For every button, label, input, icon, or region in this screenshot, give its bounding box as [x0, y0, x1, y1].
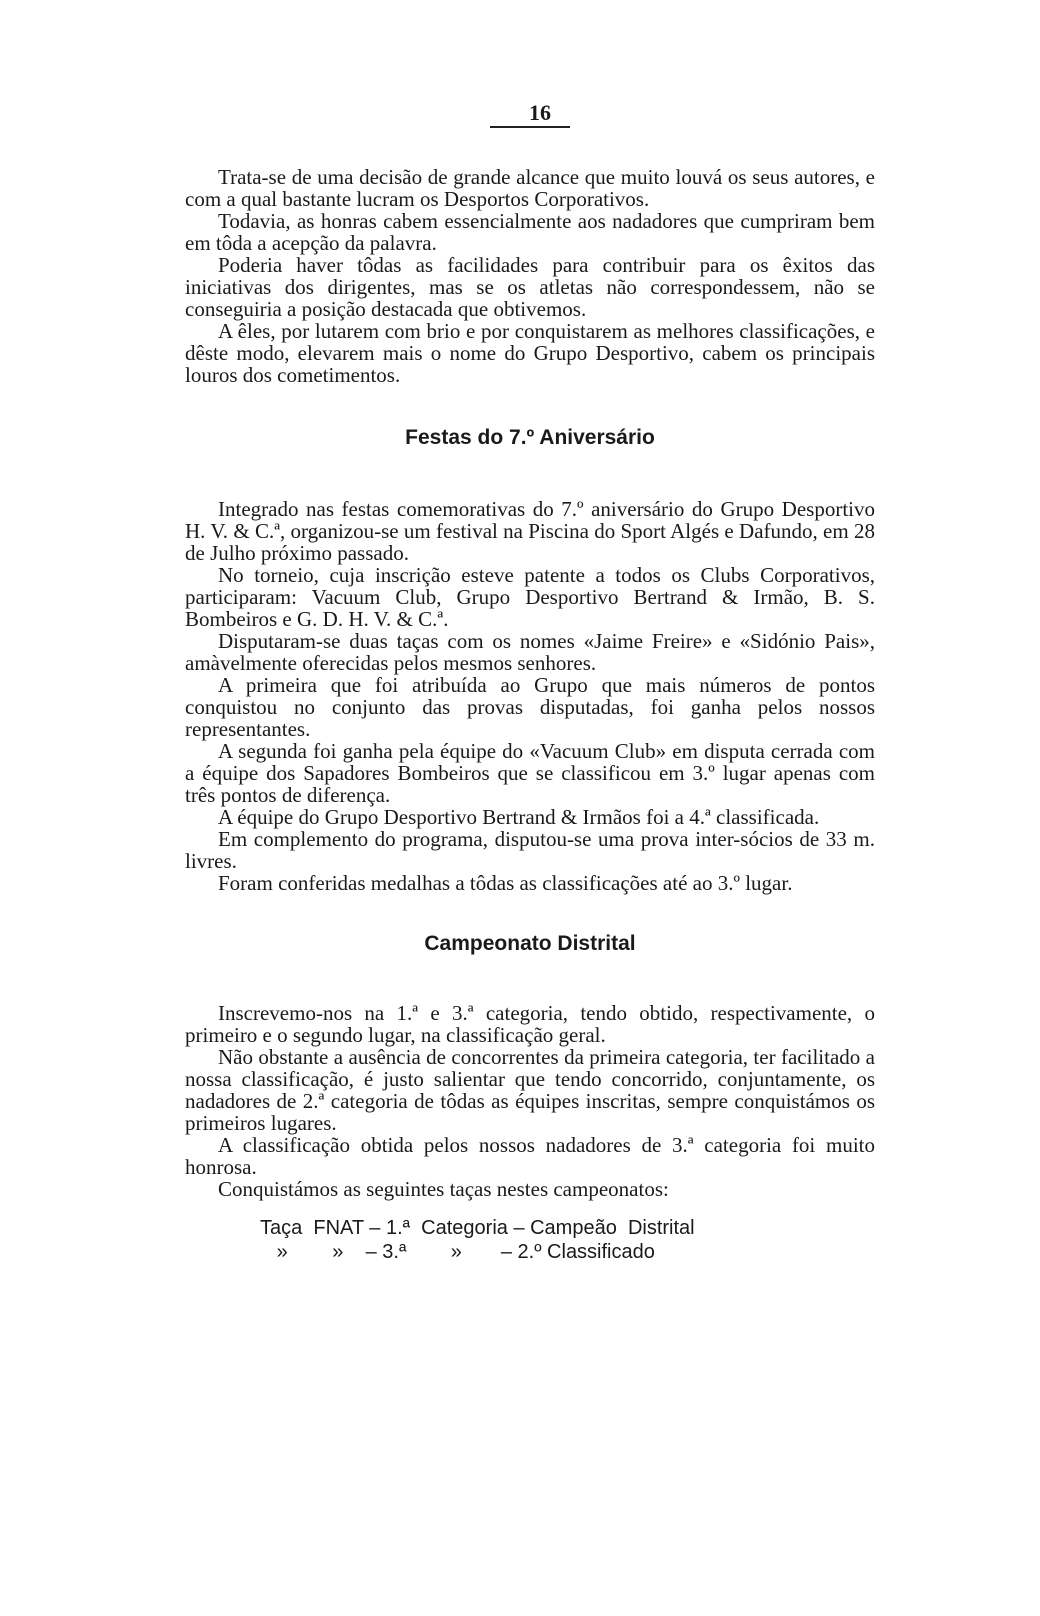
paragraph: Não obstante a ausência de concorrentes da primeira categoria, ter facilitado a nossa classificação, é justo salientar que tendo concorrido, conjuntamente, os nadadores de 2.ª categoria de tôdas as équipes inscritas, sempre conquistámos os primeiros lugares. — [185, 1045, 875, 1135]
paragraph: A primeira que foi atribuída ao Grupo que mais números de pontos conquistou no conjunto das provas disputadas, foi ganha pelos nossos representantes. — [185, 673, 875, 741]
paragraph: A équipe do Grupo Desportivo Bertrand & Irmãos foi a 4.ª classificada. — [218, 805, 820, 829]
championship-section — [185, 1002, 875, 1264]
paragraph: Inscrevemo-nos na 1.ª e 3.ª categoria, tendo obtido, respectivamente, o primeiro e o segundo lugar, na classificação geral. — [185, 1001, 875, 1047]
trophy-list — [185, 1216, 875, 1264]
trophy-line: Taça FNAT – 1.ª Categoria – Campeão Distrital — [260, 1217, 695, 1239]
paragraph: Foram conferidas medalhas a tôdas as classificações até ao 3.º lugar. — [218, 871, 793, 895]
paragraph: Disputaram-se duas taças com os nomes «Jaime Freire» e «Sidónio Pais», amàvelmente oferecidas pelos mesmos senhores. — [185, 629, 875, 675]
page-number: 16 — [490, 100, 570, 128]
document-page — [185, 100, 875, 1264]
paragraph: Conquistámos as seguintes taças nestes campeonatos: — [218, 1177, 669, 1201]
anniversary-section — [185, 498, 875, 894]
trophy-line: » » – 3.ª » – 2.º Classificado — [260, 1241, 655, 1263]
section-title-anniversary: Festas do 7.º Aniversário — [405, 426, 655, 449]
paragraph: Em complemento do programa, disputou-se uma prova inter-sócios de 33 m. livres. — [185, 827, 875, 873]
paragraph: Poderia haver tôdas as facilidades para contribuir para os êxitos das iniciativas dos dirigentes, mas se os atletas não correspondessem, não se conseguiria a posição destacada que obtivemos. — [185, 253, 875, 321]
intro-section — [185, 166, 875, 386]
paragraph: Integrado nas festas comemorativas do 7.º aniversário do Grupo Desportivo H. V. & C.ª, organizou-se um festival na Piscina do Sport Algés e Dafundo, em 28 de Julho próximo passado. — [185, 497, 875, 565]
paragraph: Trata-se de uma decisão de grande alcance que muito louvá os seus autores, e com a qual bastante lucram os Desportos Corporativos. — [185, 165, 875, 211]
paragraph: Todavia, as honras cabem essencialmente aos nadadores que cumpriram bem em tôda a acepção da palavra. — [185, 209, 875, 255]
paragraph: A segunda foi ganha pela équipe do «Vacuum Club» em disputa cerrada com a équipe dos Sapadores Bombeiros que se classificou em 3.º lugar apenas com três pontos de diferença. — [185, 739, 875, 807]
section-title-championship: Campeonato Distrital — [424, 932, 636, 955]
paragraph: No torneio, cuja inscrição esteve patente a todos os Clubs Corporativos, participaram: Vacuum Club, Grupo Desportivo Bertrand & Irmão, B. S. Bombeiros e G. D. H. V. & C.ª. — [185, 563, 875, 631]
paragraph: A classificação obtida pelos nossos nadadores de 3.ª categoria foi muito honrosa. — [185, 1133, 875, 1179]
paragraph: A êles, por lutarem com brio e por conquistarem as melhores classificações, e dêste modo, elevarem mais o nome do Grupo Desportivo, cabem os principais louros dos cometimentos. — [185, 319, 875, 387]
